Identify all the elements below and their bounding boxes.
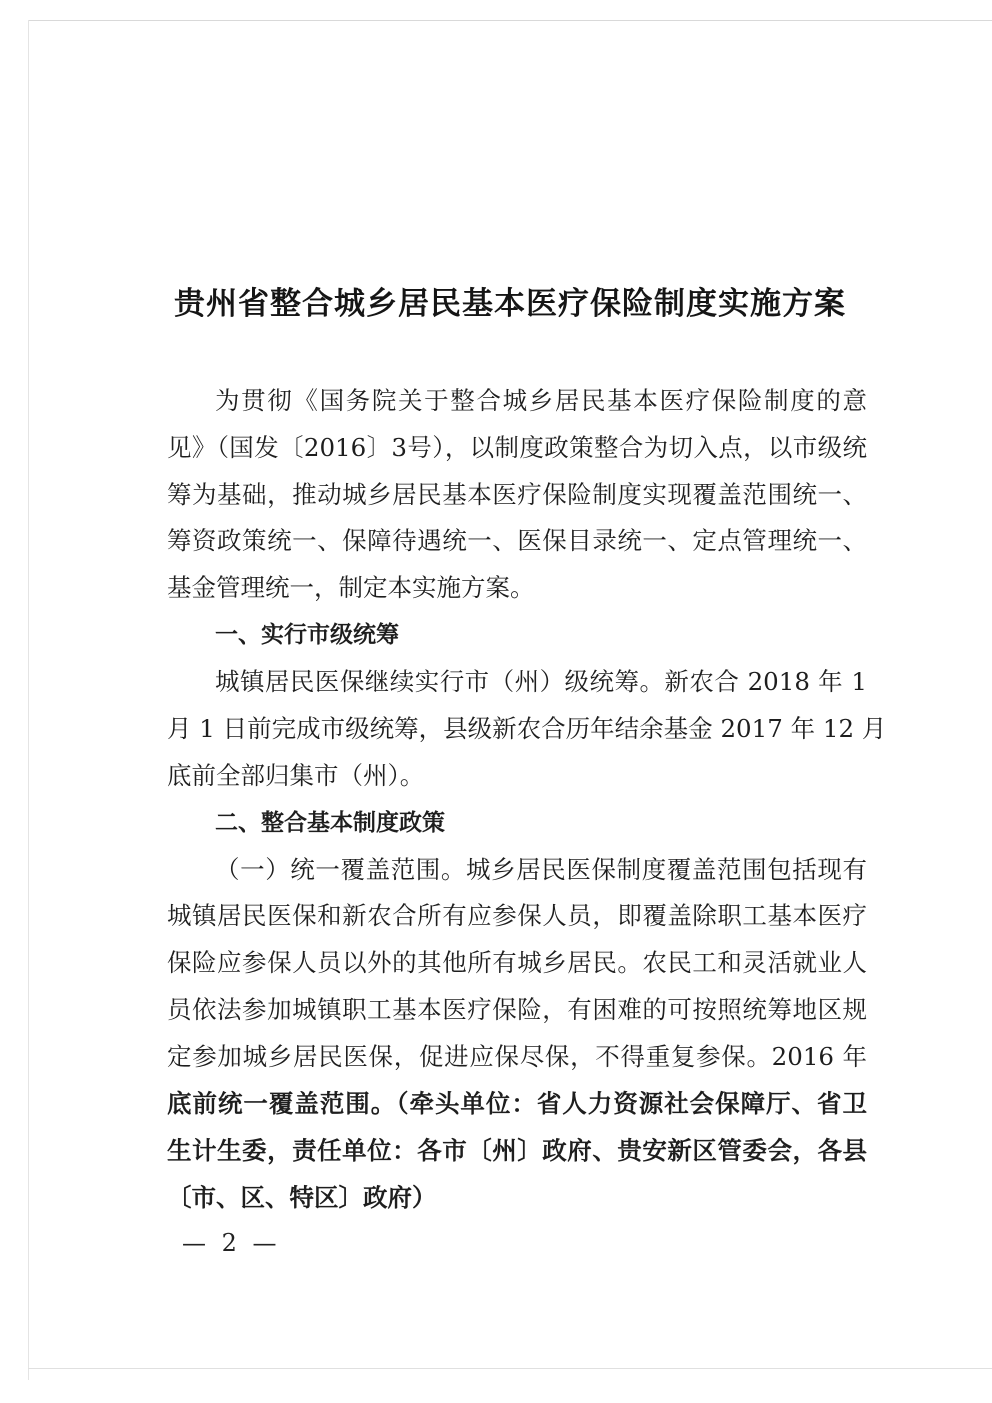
paragraph-line: 底前统一覆盖范围。（牵头单位：省人力资源社会保障厅、省卫 [167,1089,867,1118]
page-number: — 2 — [182,1229,281,1257]
paragraph-line: 见》（国发〔2016〕3号），以制度政策整合为切入点，以市级统 [167,433,867,462]
paragraph-line: 为贯彻《国务院关于整合城乡居民基本医疗保险制度的意 [215,386,867,415]
section-heading: 一、实行市级统筹 [215,622,399,648]
paragraph-line: 基金管理统一，制定本实施方案。 [167,573,535,602]
paragraph-line: （一）统一覆盖范围。城乡居民医保制度覆盖范围包括现有 [215,855,867,884]
paragraph-line: 保险应参保人员以外的其他所有城乡居民。农民工和灵活就业人 [167,948,867,977]
paragraph-line: 城镇居民医保和新农合所有应参保人员，即覆盖除职工基本医疗 [167,901,867,930]
paragraph-line: 筹资政策统一、保障待遇统一、医保目录统一、定点管理统一、 [167,526,867,555]
paragraph-line: 生计生委，责任单位：各市〔州〕政府、贵安新区管委会，各县 [167,1136,867,1165]
paragraph-line: 〔市、区、特区〕政府） [167,1183,437,1212]
paragraph-line: 底前全部归集市（州）。 [167,761,425,790]
paragraph-line: 员依法参加城镇职工基本医疗保险，有困难的可按照统筹地区规 [167,995,867,1024]
page-edge [28,1368,992,1369]
section-heading: 二、整合基本制度政策 [215,810,445,836]
page-edge [28,20,992,21]
paragraph-line: 定参加城乡居民医保，促进应保尽保，不得重复参保。2016 年 [167,1042,867,1071]
document-title: 贵州省整合城乡居民基本医疗保险制度实施方案 [174,286,846,322]
paragraph-line: 筹为基础，推动城乡居民基本医疗保险制度实现覆盖范围统一、 [167,480,867,509]
paragraph-line: 城镇居民医保继续实行市（州）级统筹。新农合 2018 年 1 [215,667,867,696]
page-edge [28,20,29,1380]
paragraph-line: 月 1 日前完成市级统筹，县级新农合历年结余基金 2017 年 12 月 [167,714,887,743]
